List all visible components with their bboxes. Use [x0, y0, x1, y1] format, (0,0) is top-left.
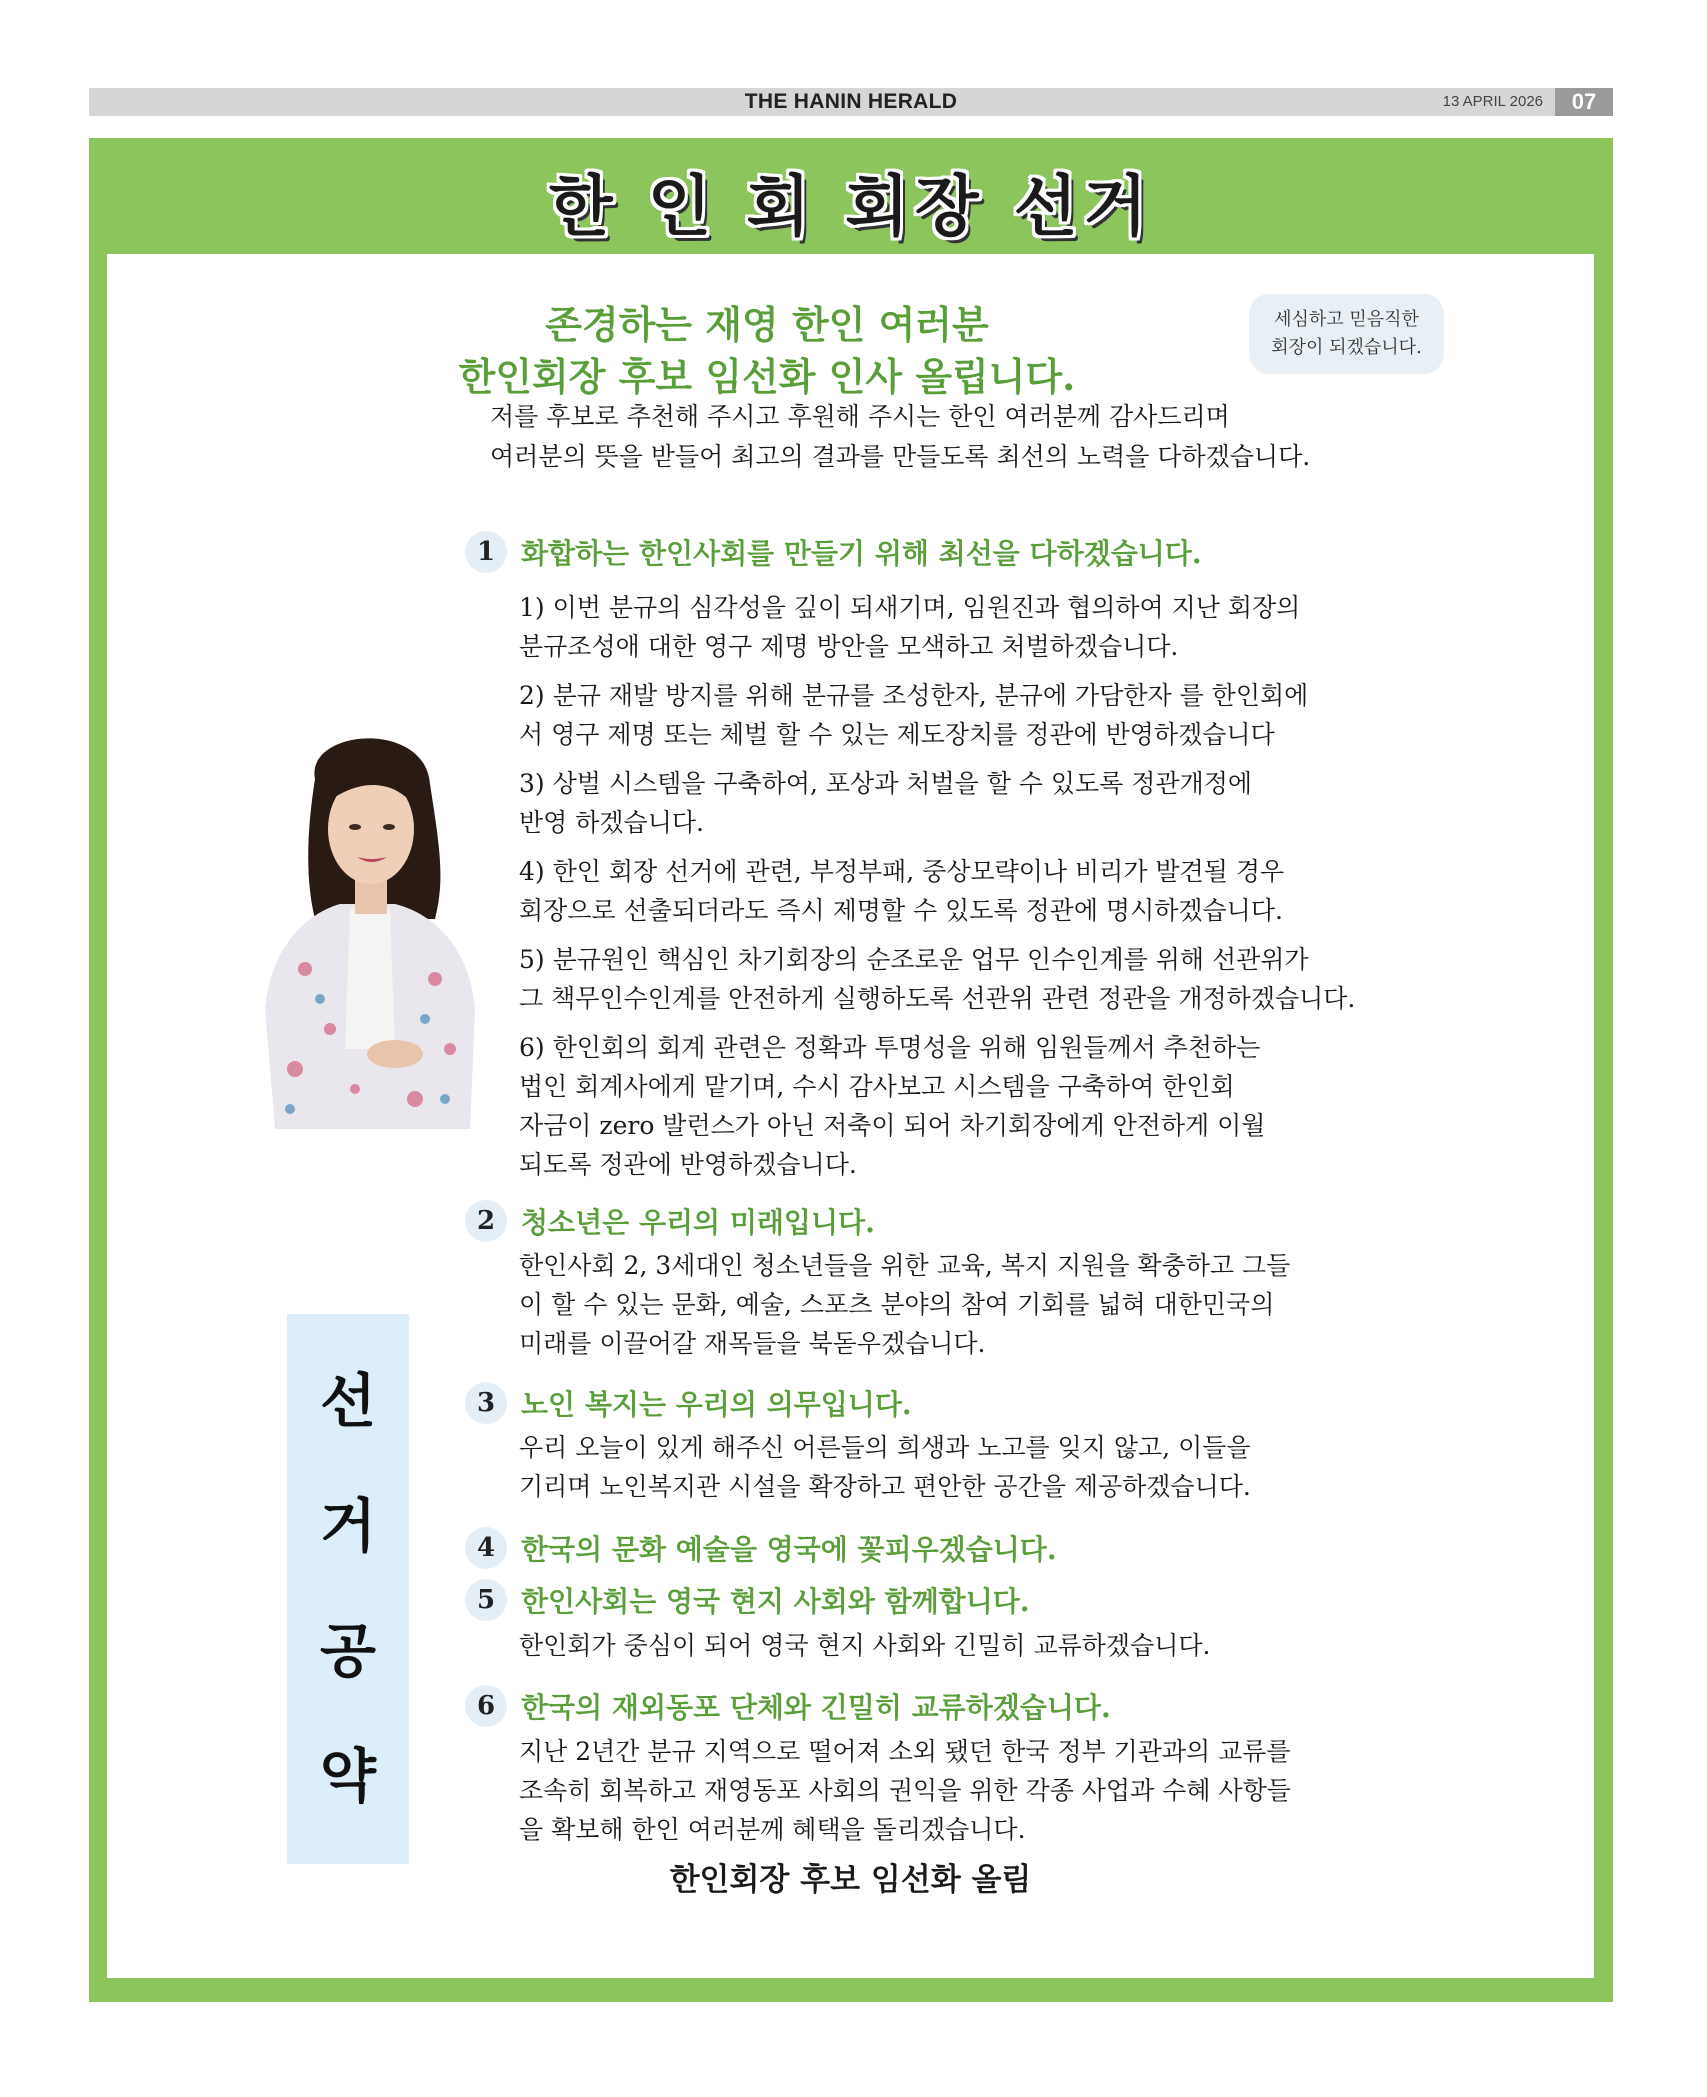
text-line: 서 영구 제명 또는 체벌 할 수 있는 제도장치를 정관에 반영하겠습니다	[519, 720, 1275, 749]
text-line: 그 책무인수인계를 안전하게 실행하도록 선관위 관련 정관을 개정하겠습니다.	[519, 984, 1356, 1013]
greeting-heading	[407, 299, 1127, 403]
text-line: 5) 분규원인 핵심인 차기회장의 순조로운 업무 인수인계를 위해 선관위가	[519, 945, 1309, 974]
text-line: 2) 분규 재발 방지를 위해 분규를 조성한자, 분규에 가담한자 를 한인회에	[519, 681, 1309, 710]
pledge-1-heading	[465, 530, 1202, 574]
pledge-1-item-4	[519, 852, 1539, 930]
pledge-label-char-4: 약	[319, 1742, 377, 1810]
pledge-1-item-2	[519, 676, 1539, 754]
slogan-line-2: 회장이 되겠습니다.	[1271, 337, 1422, 358]
text-line: 법인 회계사에게 맡기며, 수시 감사보고 시스템을 구축하여 한인회	[519, 1072, 1235, 1101]
pledge-number-badge: 3	[465, 1382, 507, 1424]
page-number: 07	[1555, 88, 1613, 116]
text-line: 되도록 정관에 반영하겠습니다.	[519, 1150, 857, 1179]
pledge-2-text	[519, 1246, 1539, 1363]
text-line: 자금이 zero 발런스가 아닌 저축이 되어 차기회장에게 안전하게 이월	[519, 1111, 1266, 1140]
text-line: 을 확보해 한인 여러분께 혜택을 돌리겠습니다.	[519, 1815, 1026, 1844]
issue-date: 13 APRIL 2026	[1442, 93, 1543, 110]
pledge-label-char-3: 공	[319, 1617, 377, 1685]
pledge-5-text	[519, 1626, 1539, 1665]
pledge-1-item-1	[519, 588, 1539, 666]
pledge-title: 한국의 재외동포 단체와 긴밀히 교류하겠습니다.	[521, 1691, 1111, 1724]
pledge-number-badge: 2	[465, 1200, 507, 1242]
pledge-label-char-2: 거	[319, 1492, 377, 1560]
text-line: 반영 하겠습니다.	[519, 808, 704, 837]
pledge-number-badge: 5	[465, 1579, 507, 1621]
text-line: 미래를 이끌어갈 재목들을 북돋우겠습니다.	[519, 1329, 986, 1358]
pledge-1-item-3	[519, 764, 1539, 842]
pledge-6-text	[519, 1732, 1539, 1849]
pledge-3-heading	[465, 1381, 912, 1425]
text-line: 분규조성애 대한 영구 제명 방안을 모색하고 처벌하겠습니다.	[519, 632, 1179, 661]
text-line: 이 할 수 있는 문화, 예술, 스포츠 분야의 참여 기회를 넓혀 대한민국의	[519, 1290, 1275, 1319]
pledge-title: 한국의 문화 예술을 영국에 꽃피우겠습니다.	[521, 1533, 1057, 1566]
text-line: 기리며 노인복지관 시설을 확장하고 편안한 공간을 제공하겠습니다.	[519, 1472, 1251, 1501]
pledge-4-heading	[465, 1526, 1057, 1570]
advertisement-frame	[89, 138, 1613, 2002]
intro-line-2: 여러분의 뜻을 받들어 최고의 결과를 만들도록 최선의 노력을 다하겠습니다.	[490, 442, 1311, 471]
text-line: 한인사회 2, 3세대인 청소년들을 위한 교육, 복지 지원을 확충하고 그들	[519, 1251, 1291, 1280]
content-panel	[107, 254, 1594, 1978]
pledge-3-text	[519, 1428, 1539, 1506]
text-line: 한인회가 중심이 되어 영국 현지 사회와 긴밀히 교류하겠습니다.	[519, 1631, 1211, 1660]
newspaper-name: THE HANIN HERALD	[744, 90, 958, 113]
intro-line-1: 저를 후보로 추천해 주시고 후원해 주시는 한인 여러분께 감사드리며	[490, 402, 1230, 431]
pledge-title: 청소년은 우리의 미래입니다.	[521, 1206, 875, 1239]
candidate-signature: 한인회장 후보 임선화 올림	[669, 1862, 1032, 1898]
greeting-line-2: 한인회장 후보 임선화 인사 올립니다.	[458, 354, 1076, 399]
candidate-photo	[245, 709, 490, 1129]
pledge-title: 한인사회는 영국 현지 사회와 함께합니다.	[521, 1585, 1030, 1618]
text-line: 6) 한인회의 회계 관련은 정확과 투명성을 위해 임원들께서 추천하는	[519, 1033, 1261, 1062]
pledge-title: 화합하는 한인사회를 만들기 위해 최선을 다하겠습니다.	[521, 537, 1202, 570]
text-line: 지난 2년간 분규 지역으로 떨어져 소외 됐던 한국 정부 기관과의 교류를	[519, 1737, 1291, 1766]
pledge-5-heading	[465, 1578, 1030, 1622]
pledge-1-item-5	[519, 940, 1539, 1018]
text-line: 3) 상벌 시스템을 구축하여, 포상과 처벌을 할 수 있도록 정관개정에	[519, 769, 1253, 798]
greeting-line-1: 존경하는 재영 한인 여러분	[545, 302, 989, 347]
pledge-number-badge: 1	[465, 531, 507, 573]
pledge-number-badge: 6	[465, 1685, 507, 1727]
pledge-2-heading	[465, 1199, 875, 1243]
intro-paragraph	[490, 397, 1550, 477]
masthead-bar	[89, 88, 1613, 116]
pledge-label-char-1: 선	[319, 1367, 377, 1435]
text-line: 조속히 회복하고 재영동포 사회의 권익을 위한 각종 사업과 수혜 사항들	[519, 1776, 1291, 1805]
pledge-number-badge: 4	[465, 1527, 507, 1569]
text-line: 회장으로 선출되더라도 즉시 제명할 수 있도록 정관에 명시하겠습니다.	[519, 896, 1283, 925]
pledge-1-item-6	[519, 1028, 1539, 1184]
pledge-title: 노인 복지는 우리의 의무입니다.	[521, 1388, 912, 1421]
text-line: 4) 한인 회장 선거에 관련, 부정부패, 중상모략이나 비리가 발견될 경우	[519, 857, 1285, 886]
pledge-6-heading	[465, 1684, 1111, 1728]
page-title: 한 인 회 회장 선거	[548, 168, 1154, 245]
election-pledge-label	[287, 1314, 409, 1864]
text-line: 1) 이번 분규의 심각성을 깊이 되새기며, 임원진과 협의하여 지난 회장의	[519, 593, 1301, 622]
slogan-line-1: 세심하고 믿음직한	[1274, 309, 1419, 330]
text-line: 우리 오늘이 있게 해주신 어른들의 희생과 노고를 잊지 않고, 이들을	[519, 1433, 1251, 1462]
slogan-badge	[1249, 294, 1444, 374]
